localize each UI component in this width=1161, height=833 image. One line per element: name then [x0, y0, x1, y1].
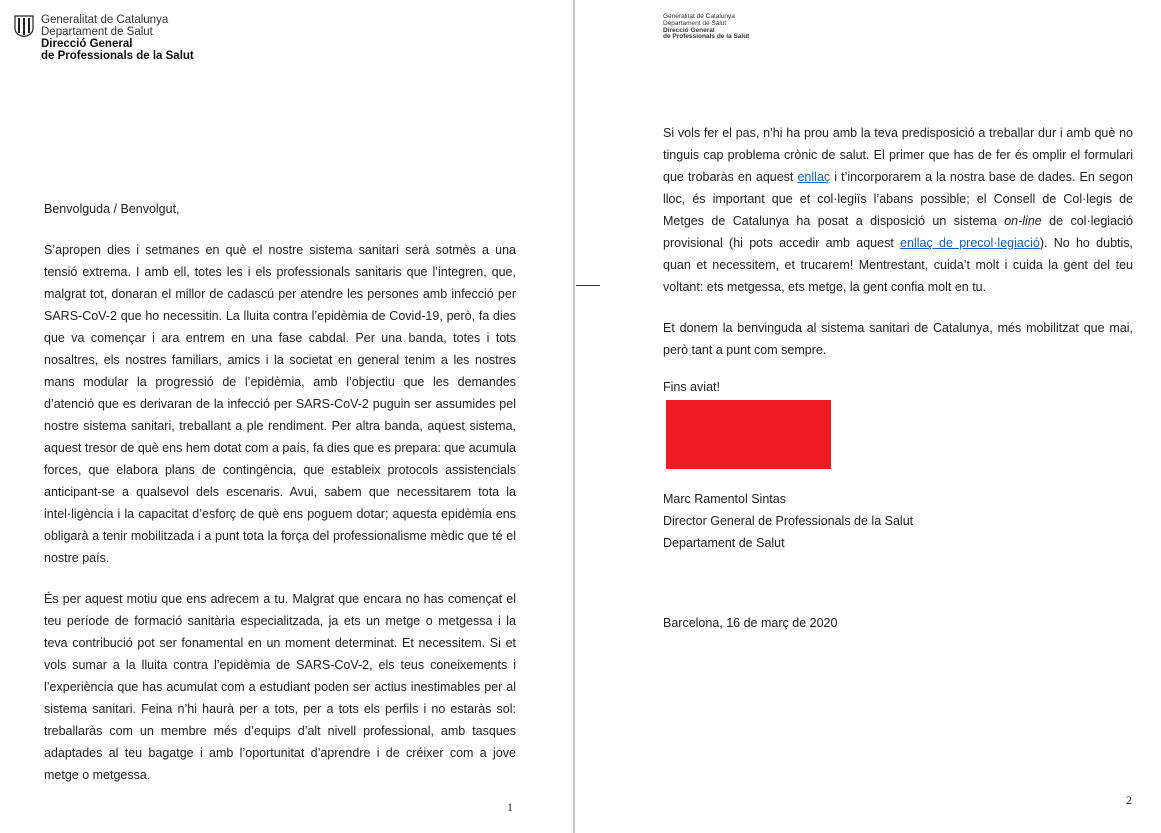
document-page-2 — [576, 0, 1161, 833]
org-line-2-small: Departament de Salut — [663, 19, 727, 27]
page-number-2: 2 — [1126, 793, 1132, 807]
paragraph-1: S’apropen dies i setmanes en què el nostre sistema sanitari serà sotmès a una tensió extrema. I amb ell, totes les i els professionals sanitaris que l’integren, que, malgrat tot, donaran el millor de cadascú per atendre les persones amb infecció per SARS-CoV-2 que ho necessitin. La lluita contra l’epidèmia de Covid-19, però, fa dies que va començar i ara entrem en una fase cabdal. Per una banda, totes i tots nosaltres, els nostres familiars, amics i la societat en general tenim a les nostres mans modular la progressió de l’epidèmia, amb l’objectiu que les demandes d’atenció que es derivaran de la infecció per SARS-CoV-2 puguin ser assumides pel nostre sistema sanitari, treballant a ple rendiment. Per altra banda, aquest sistema, aquest tresor de què ens hem dotat com a país, fa dies que es prepara: que acumula forces, que elabora plans de contingència, que estableix protocols assistencials anticipant-se a qualsevol dels escenaris. Avui, sabem que necessitarem tota la intel·ligència i la capacitat d’esforç de què ens poguem dotar; aquesta epidèmia ens obligarà a tenir mobilitzada i a punt tota la força del professionalisme mèdic que té el nostre país. — [44, 243, 516, 565]
org-line-1: Generalitat de Catalunya — [41, 14, 169, 26]
org-line-3-small: Direcció General — [663, 26, 715, 34]
date-line: Barcelona, 16 de març de 2020 — [663, 616, 838, 630]
org-line-4: de Professionals de la Salut — [41, 50, 194, 63]
page-1-body — [44, 198, 516, 805]
paragraph-3-text-a: Si vols fer el pas, n’hi ha prou amb la teva predisposició a treballar dur i amb què no tinguis cap problema crònic de salut. El primer que has de fer és omplir el formulari que trobaràs en aquest — [663, 126, 1133, 184]
precollegiation-link[interactable]: enllaç de precol·legiació — [900, 236, 1040, 250]
paragraph-3-text-b: i t’incorporarem a la nostra base de dades. En segon lloc, és important que et col·legiïs l’abans possible; el Consell de Col·legis de Metges de Catalunya ha posat a disposició un sistema — [663, 170, 1133, 228]
online-italic: on-line — [1004, 214, 1042, 228]
signature-redaction — [666, 400, 831, 469]
document-page-1 — [0, 0, 573, 833]
org-line-1-small: Generalitat de Catalunya — [663, 13, 735, 20]
form-link[interactable]: enllaç — [797, 170, 831, 184]
signature-block — [663, 488, 913, 554]
page-divider — [573, 0, 575, 833]
letterhead-small — [663, 14, 749, 41]
paragraph-3-text-d: ). No ho dubtis, quan et necessitem, et trucarem! Mentrestant, cuida’t molt i cuida la gent del teu voltant: ets metgessa, ets metge, la gent confia molt en tu. — [663, 236, 1133, 294]
catalonia-coat-of-arms-icon — [14, 15, 34, 37]
page-number: 1 — [507, 800, 513, 814]
paragraph-2: És per aquest motiu que ens adrecem a tu. Malgrat que encara no has començat el teu període de formació sanitària especialitzada, ja ets un metge o metgessa i la teva contribució pot ser fonamental en un moment determinat. Et necessitem. Si et vols sumar a la lluita contra l’epidèmia de SARS-CoV-2, els teus coneixements i l’experiència que has acumulat com a estudiant poden ser actius inestimables per al sistema sanitari. Feina n’hi haurà per a tots, per a tots els perfils i no estaràs sol: treballaràs com un membre més d’equips d’alt nivell professional, amb tasques adaptades al teu bagatge i amb l’oportunitat d’aprendre i de créixer com a jove metge o metgessa. — [44, 592, 516, 782]
signature-name: Marc Ramentol Sintas — [663, 492, 786, 506]
closing: Fins aviat! — [663, 380, 720, 394]
org-line-2: Departament de Salut — [41, 26, 153, 39]
signature-department: Departament de Salut — [663, 536, 785, 550]
page-2-body — [663, 122, 1133, 380]
paragraph-3-text-c: de col·legiació provisional (hi pots accedir amb aquest — [663, 214, 1133, 250]
paragraph-3 — [663, 122, 1133, 298]
org-line-4-small: de Professionals de la Salut — [663, 33, 750, 41]
signature-title: Director General de Professionals de la Salut — [663, 514, 914, 528]
paragraph-4: Et donem la benvinguda al sistema sanitari de Catalunya, més mobilitzat que mai, però tant a punt com sempre. — [663, 321, 1133, 357]
greeting: Benvolguda / Benvolgut, — [44, 202, 180, 216]
org-line-3: Direcció General — [41, 38, 133, 51]
